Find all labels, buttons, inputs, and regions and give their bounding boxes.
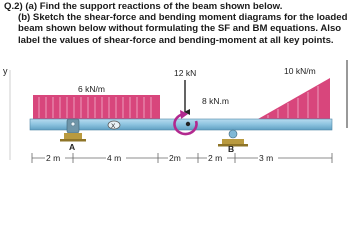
question-line-2: (b) Sketch the shear-force and bending moment diagrams for the loaded [18, 12, 348, 24]
uniform-load-label: 6 kN/m [78, 84, 105, 94]
dimension-label-5: 3 m [259, 153, 274, 163]
uniform-load-block [33, 95, 160, 119]
y-axis-label: y [3, 66, 8, 76]
dimension-label-1: 2 m [46, 153, 61, 163]
dimension-label-4: 2 m [208, 153, 223, 163]
triangular-load-block [258, 78, 330, 119]
question-line-1: Q.2) (a) Find the support reactions of the beam shown below. [4, 1, 283, 12]
moment-label: 8 kN.m [202, 96, 229, 106]
question-line-3: beam shown below without formulating the SF and BM equations. Also [18, 23, 342, 35]
support-b-label: B [228, 144, 235, 154]
triangular-load [258, 78, 330, 119]
triangular-load-label: 10 kN/m [284, 66, 316, 76]
hinge-symbol: X [111, 123, 116, 130]
uniform-load [33, 95, 160, 119]
support-a-label: A [69, 142, 76, 152]
point-load-label: 12 kN [174, 68, 197, 78]
question-line-4: label the values of shear-force and bending-moment at all key points. [18, 34, 334, 46]
dimension-label-2: 4 m [107, 153, 122, 163]
dimension-label-3: 2m [169, 153, 181, 163]
dimension-labels [45, 152, 278, 163]
